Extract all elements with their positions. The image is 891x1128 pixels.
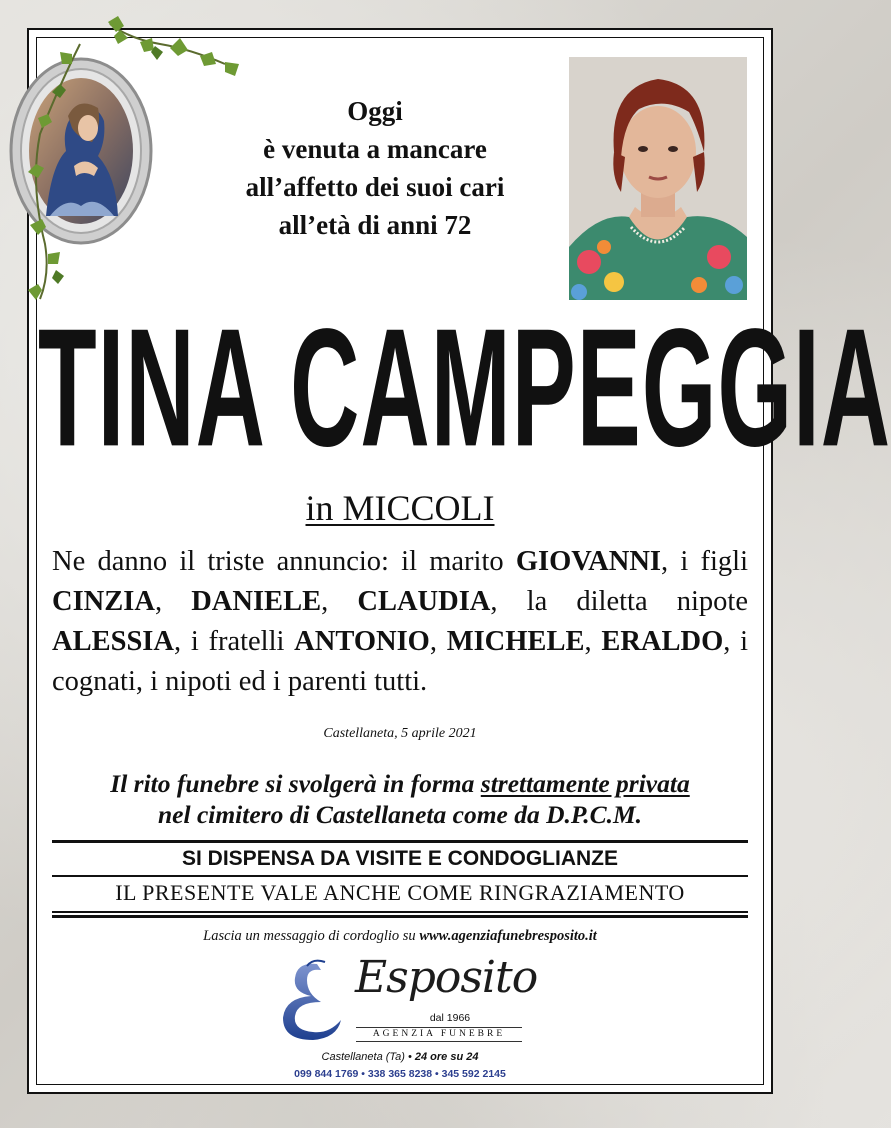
condolence-message <box>0 928 800 945</box>
relative-name: MICHELE <box>446 626 585 657</box>
rite-text: Il rito funebre si svolgerà in forma <box>110 769 481 798</box>
rite-underlined-text: strettamente privata <box>480 769 690 798</box>
announcement-fragment: , <box>321 586 358 617</box>
relative-name: CLAUDIA <box>357 586 491 617</box>
announcement-fragment: Ne danno il triste annuncio: il marito <box>52 546 516 577</box>
agency-hours: 24 ore su 24 <box>414 1051 479 1063</box>
divider <box>52 915 748 918</box>
announcement-fragment: , i cognati, i nipoti ed i parenti tutti. <box>52 626 749 697</box>
announcement-fragment: , <box>154 586 192 617</box>
intro-line: Oggi <box>347 96 403 126</box>
announcement-fragment: , i figli <box>661 546 748 577</box>
no-visits-notice: SI DISPENSA DA VISITE E CONDOGLIANZE <box>182 847 618 870</box>
place-date: Castellaneta, 5 aprile 2021 <box>323 726 477 741</box>
agency-since: dal 1966 <box>429 1012 471 1024</box>
intro-line: all’affetto dei suoi cari <box>245 172 505 202</box>
relative-name: ALESSIA <box>52 626 174 657</box>
announcement-fragment: , la diletta nipote <box>490 586 749 617</box>
announcement-text <box>52 542 748 702</box>
funeral-rite-notice <box>0 768 800 830</box>
rite-line-1 <box>0 768 800 799</box>
relative-name: CINZIA <box>52 586 155 617</box>
thanks-notice: IL PRESENTE VALE ANCHE COME RINGRAZIAMENTO <box>115 880 685 905</box>
intro-line: è venuta a mancare <box>263 134 487 164</box>
agency-city: Castellaneta (Ta) • 24 ore su 24 <box>321 1051 479 1063</box>
deceased-name: TINA CAMPEGGIA <box>38 294 891 483</box>
married-name <box>0 486 800 530</box>
message-text: Lascia un messaggio di cordoglio su <box>203 928 420 944</box>
agency-brand: Esposito <box>355 952 538 1003</box>
agency-city-text: Castellaneta (Ta) <box>321 1051 405 1063</box>
intro-line: all’età di anni 72 <box>278 210 472 240</box>
relative-name: GIOVANNI <box>515 546 662 577</box>
esposito-logo-icon <box>277 958 347 1044</box>
divider <box>52 911 748 913</box>
condolence-website-link[interactable]: www.agenziafunebresposito.it <box>419 928 597 944</box>
relative-name: ANTONIO <box>294 626 430 657</box>
divider <box>52 875 748 877</box>
agency-phones: 099 844 1769 • 338 365 8238 • 345 592 2145 <box>294 1068 506 1080</box>
announcement-fragment: , <box>429 626 447 657</box>
relative-name: ERALDO <box>601 626 724 657</box>
agency-subtitle: AGENZIA FUNEBRE <box>356 1027 522 1042</box>
married-name-text: in MICCOLI <box>305 488 495 528</box>
relative-name: DANIELE <box>191 586 322 617</box>
announcement-fragment: , i fratelli <box>173 626 295 657</box>
intro-text <box>190 92 560 244</box>
divider <box>52 840 748 843</box>
rite-line-2: nel cimitero di Castellaneta come da D.P.C.M. <box>157 800 642 829</box>
announcement-fragment: , <box>584 626 602 657</box>
